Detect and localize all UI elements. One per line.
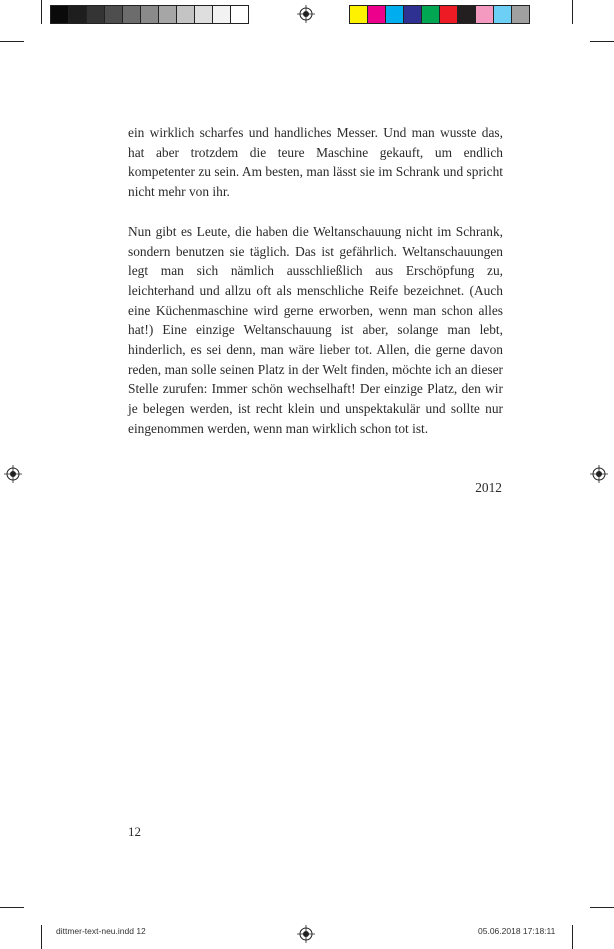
crop-mark-bl-h bbox=[0, 907, 24, 908]
color-swatch bbox=[176, 5, 195, 24]
paragraph: ein wirklich scharfes und handliches Messer. Und man wusste das, hat aber trotzdem die teure Maschine gekauft, um endlich kompetenter zu sein. Am besten, man lässt sie im Schrank und spricht nicht mehr von ihr. bbox=[128, 125, 503, 200]
grayscale-colorbar bbox=[50, 5, 248, 24]
color-swatch bbox=[194, 5, 213, 24]
color-swatch bbox=[158, 5, 177, 24]
color-swatch bbox=[104, 5, 123, 24]
crop-mark-tr-h bbox=[590, 41, 614, 42]
crop-mark-tl-h bbox=[0, 41, 24, 42]
color-swatch bbox=[403, 5, 422, 24]
slug-filename: dittmer-text-neu.indd 12 bbox=[56, 926, 146, 936]
crop-mark-bl-v bbox=[41, 925, 42, 949]
page-number: 12 bbox=[128, 824, 141, 839]
year-label: 2012 bbox=[475, 480, 502, 495]
color-swatch bbox=[50, 5, 69, 24]
registration-mark-icon bbox=[297, 5, 315, 23]
body-text bbox=[128, 123, 503, 439]
color-swatch bbox=[439, 5, 458, 24]
color-swatch bbox=[475, 5, 494, 24]
crop-mark-br-v bbox=[572, 925, 573, 949]
color-swatch bbox=[511, 5, 530, 24]
registration-mark-icon bbox=[4, 465, 22, 483]
color-swatch bbox=[421, 5, 440, 24]
registration-mark-icon bbox=[590, 465, 608, 483]
paragraph: Nun gibt es Leute, die haben die Weltanschauung nicht im Schrank, sondern benutzen sie täglich. Das ist gefährlich. Weltanschauungen legt man sich nämlich ausschließlich aus Erschöpfung zu, leichterhand und allzu oft als menschliche Reife bezeichnet. (Auch eine Küchenmaschine wird gerne erworben, wenn man schon alles hat!) Eine einzige Weltanschauung ist aber, solange man lebt, hinderlich, es sei denn, man wäre lieber tot. Allen, die gerne davon reden, man solle seinen Platz in der Welt finden, möchte ich an dieser Stelle zurufen: Immer schön wechselhaft! Der einzige Platz, den wir je belegen werden, ist recht klein und unspektakulär und sollte nur eingenommen werden, wenn man wirklich schon tot ist. bbox=[128, 223, 503, 436]
color-swatch bbox=[140, 5, 159, 24]
color-swatch bbox=[457, 5, 476, 24]
color-swatch bbox=[68, 5, 87, 24]
color-swatch bbox=[122, 5, 141, 24]
process-colorbar bbox=[349, 5, 529, 24]
color-swatch bbox=[349, 5, 368, 24]
color-swatch bbox=[385, 5, 404, 24]
color-swatch bbox=[212, 5, 231, 24]
color-swatch bbox=[493, 5, 512, 24]
crop-mark-tr-v bbox=[572, 0, 573, 24]
crop-mark-br-h bbox=[590, 907, 614, 908]
color-swatch bbox=[367, 5, 386, 24]
crop-mark-tl-v bbox=[41, 0, 42, 24]
registration-mark-icon bbox=[297, 925, 315, 943]
color-swatch bbox=[86, 5, 105, 24]
color-swatch bbox=[230, 5, 249, 24]
slug-datetime: 05.06.2018 17:18:11 bbox=[478, 926, 556, 936]
